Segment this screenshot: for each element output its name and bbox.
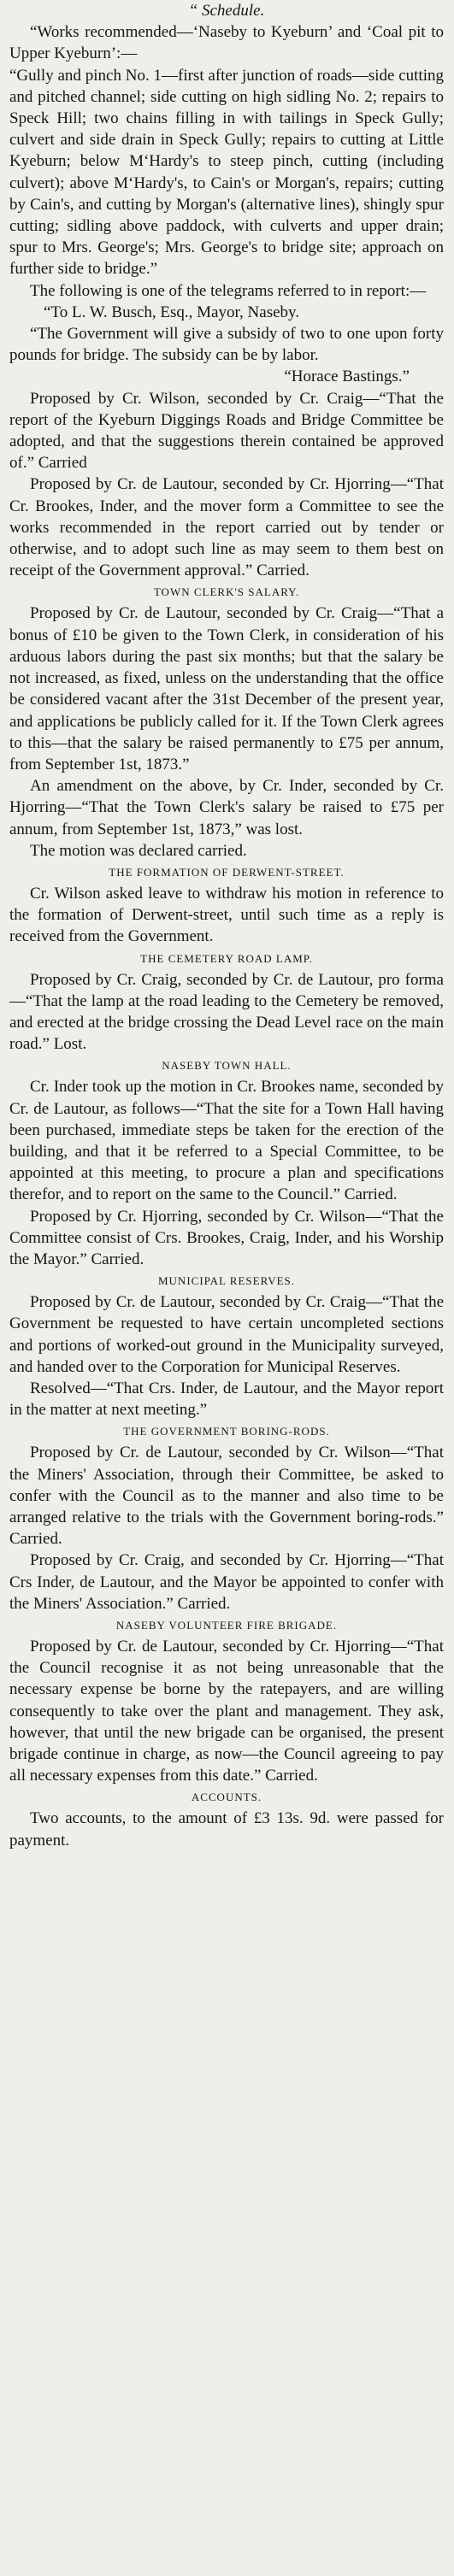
section-heading-derwent-street: THE FORMATION OF DERWENT-STREET. xyxy=(109,865,345,879)
section-heading-boring-rods: THE GOVERNMENT BORING-RODS. xyxy=(123,1425,330,1438)
motion-fire-brigade: Proposed by Cr. de Lautour, seconded by Cr. Hjorring—“That the Council recognise it as not being unreasonable that the necessary expense be borne by the ratepayers, and are willing consequently to take over the plant and management. They ask, however, that until the new brigade can be organised, the present brigade continue in charge, as now—the Council agreeing to pay all necessary expenses from this date.” Carried. xyxy=(9,1638,444,1785)
motion-town-clerk-bonus: Proposed by Cr. de Lautour, seconded by Cr. Craig—“That a bonus of £10 be given to the Town Clerk, in consideration of his arduous labors during the past six months; but that the salary be not increased, as fixed, unless on the understanding that the office be considered vacant after the 31st December of the present year, and applications be publicly called for it. If the Town Clerk agrees to this—that the salary be raised permanently to £75 per annum, from September 1st, 1873.” xyxy=(9,604,444,773)
telegram-signature: “Horace Bastings.” xyxy=(284,368,410,386)
motion-declared-carried: The motion was declared carried. xyxy=(30,841,247,860)
section-heading-accounts: ACCOUNTS. xyxy=(191,1791,262,1804)
telegram-addressee: “To L. W. Busch, Esq., Mayor, Naseby. xyxy=(44,303,300,321)
telegram-intro: The following is one of the telegrams referred to in report:— xyxy=(30,281,427,300)
motion-works-committee: Proposed by Cr. de Lautour, seconded by Cr. Hjorring—“That Cr. Brookes, Inder, and the mover form a Committee to see the works recommended in the report carried out by tender or otherwise, and to adopt such line as may seem to them best on receipt of the Government approval.” Carried. xyxy=(9,475,444,580)
motion-town-hall-committee: Proposed by Cr. Hjorring, seconded by Cr. Wilson—“That the Committee consist of Crs. Brookes, Craig, Inder, and his Worship the Mayor.” Carried. xyxy=(9,1207,444,1268)
motion-town-hall: Cr. Inder took up the motion in Cr. Brookes name, seconded by Cr. de Lautour, as follows—“That the site for a Town Hall having been purchased, immediate steps be taken for the erection of the building, and that it be referred to a Special Committee, to be appointed at this meeting, to procure a plan and specifications therefor, and to report on the same to the Council.” Carried. xyxy=(9,1078,444,1204)
accounts-passed: Two accounts, to the amount of £3 13s. 9d. were passed for payment. xyxy=(9,1809,444,1850)
section-heading-fire-brigade: NASEBY VOLUNTEER FIRE BRIGADE. xyxy=(115,1619,338,1632)
motion-boring-rods-committee: Proposed by Cr. Craig, and seconded by Cr. Hjorring—“That Crs Inder, de Lautour, and the Mayor be appointed to confer with the Miners' Association.” Carried. xyxy=(9,1551,444,1613)
section-heading-cemetery-lamp: THE CEMETERY ROAD LAMP. xyxy=(140,951,313,965)
telegram-text: “The Government will give a subsidy of two to one upon forty pounds for bridge. The subsidy can be by labor. xyxy=(9,325,444,365)
motion-derwent-street: Cr. Wilson asked leave to withdraw his motion in reference to the formation of Derwent-street, until such time as a reply is received from the Government. xyxy=(9,884,444,946)
motion-adopt-report: Proposed by Cr. Wilson, seconded by Cr. Craig—“That the report of the Kyeburn Diggings Roads and Bridge Committee be adopted, and that the suggestions therein contained be approved of.” Carried xyxy=(9,389,444,473)
amendment-town-clerk-salary: An amendment on the above, by Cr. Inder, seconded by Cr. Hjorring—“That the Town Clerk's salary be raised to £75 per annum, from September 1st, 1873,” was lost. xyxy=(9,777,444,838)
resolution-municipal-reserves: Resolved—“That Crs. Inder, de Lautour, and the Mayor report in the matter at next meeting.” xyxy=(9,1379,444,1420)
motion-municipal-reserves: Proposed by Cr. de Lautour, seconded by Cr. Craig—“That the Government be requested to have certain uncompleted sections and portions of worked-out ground in the Municipality surveyed, and handed over to the Corporation for Municipal Reserves. xyxy=(9,1293,444,1376)
motion-cemetery-lamp: Proposed by Cr. Craig, seconded by Cr. de Lautour, pro forma—“That the lamp at the road leading to the Cemetery be removed, and erected at the bridge crossing the Dead Level race on the main road.” Lost. xyxy=(9,970,444,1054)
section-heading-municipal-reserves: MUNICIPAL RESERVES. xyxy=(157,1274,296,1288)
section-heading-town-hall: NASEBY TOWN HALL. xyxy=(162,1059,292,1073)
schedule-paragraph: “Works recommended—‘Naseby to Kyeburn’ and ‘Coal pit to Upper Kyeburn’:— “Gully and pinch No. 1—first after junction of roads—side cutting and pitched channel; side cutting on high sidling No. 2; repairs to Speck Hill; two chains filling in with tailings in Speck Gully; culvert and side drain in Speck Gully; repairs to cutting at Little Kyeburn; below M‘Hardy's to steep pinch, cutting (including culvert); above M‘Hardy's, to Cain's or Morgan's, repairs; cutting by Cain's, and cutting by Morgan's (alternative lines), shingly spur cutting; sidling above paddock, with culverts and upper drain; spur to Mrs. George's; Mrs. George's to bridge site; approach on further side to bridge.” xyxy=(9,23,444,279)
motion-boring-rods: Proposed by Cr. de Lautour, seconded by Cr. Wilson—“That the Miners' Association, through their Committee, be asked to confer with the Council as to the manner and also time to be arranged relative to the trials with the Government boring-rods.” Carried. xyxy=(9,1444,444,1549)
section-heading-town-clerk-salary: TOWN CLERK'S SALARY. xyxy=(153,585,300,599)
schedule-heading: “ Schedule. xyxy=(188,2,265,20)
